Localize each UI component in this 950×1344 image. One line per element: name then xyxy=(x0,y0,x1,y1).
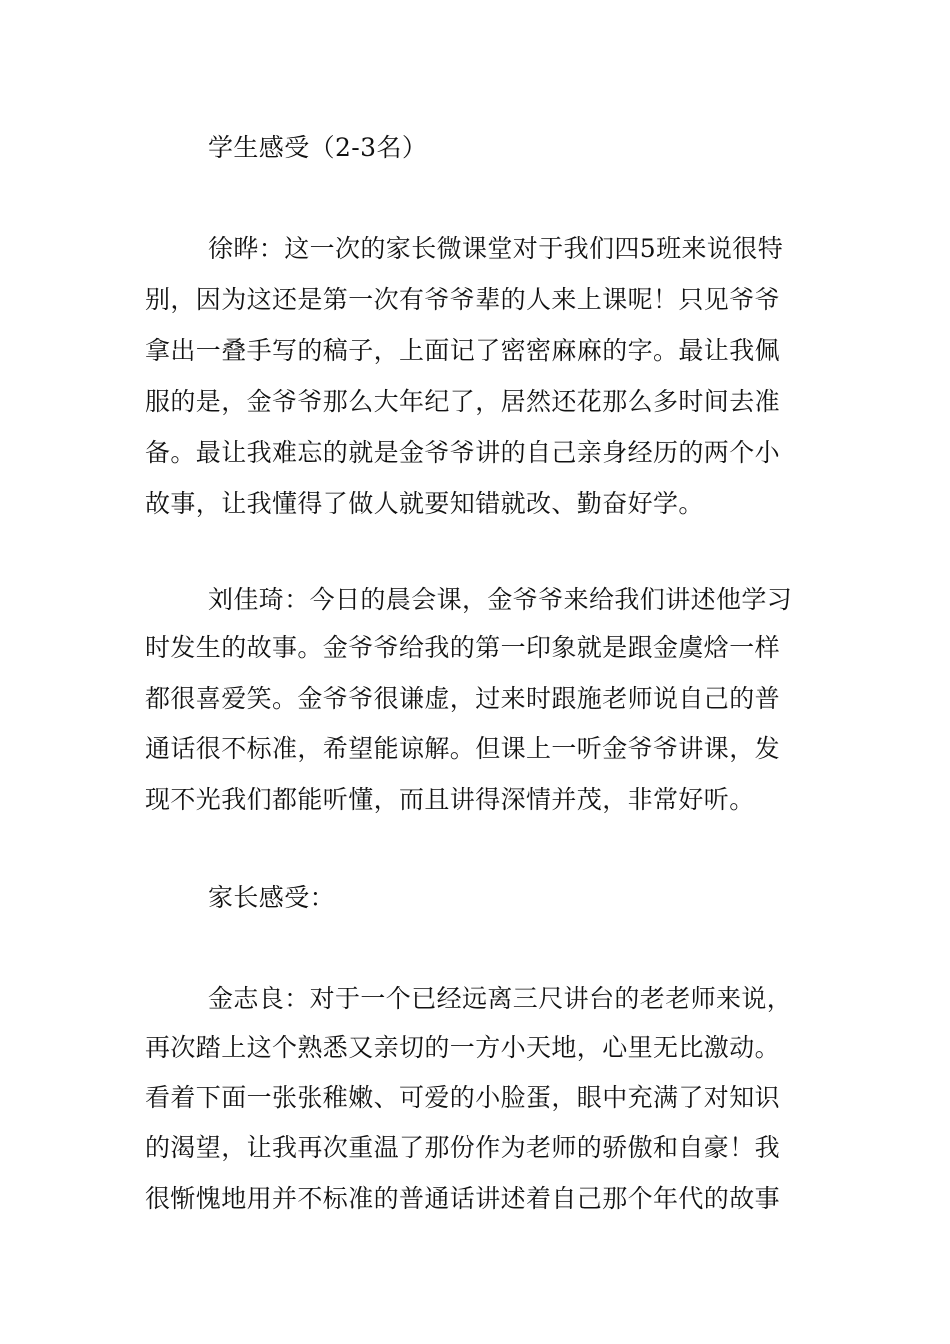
paragraph-line: 刘佳琦：今日的晨会课，金爷爷来给我们讲述他学习 xyxy=(208,585,793,614)
paragraph-line: 再次踏上这个熟悉又亲切的一方小天地，心里无比激动。 xyxy=(145,1033,781,1062)
paragraph-line: 服的是，金爷爷那么大年纪了，居然还花那么多时间去准 xyxy=(145,387,781,416)
paragraph-line: 时发生的故事。金爷爷给我的第一印象就是跟金虞焓一样 xyxy=(145,633,781,662)
paragraph-line: 别，因为这还是第一次有爷爷辈的人来上课呢！只见爷爷 xyxy=(145,285,781,314)
paragraph-line: 很惭愧地用并不标准的普通话讲述着自己那个年代的故事 xyxy=(145,1184,781,1213)
paragraph-line: 通话很不标准，希望能谅解。但课上一听金爷爷讲课，发 xyxy=(145,734,781,763)
paragraph-line: 的渴望，让我再次重温了那份作为老师的骄傲和自豪！我 xyxy=(145,1133,781,1162)
paragraph-line: 现不光我们都能听懂，而且讲得深情并茂，非常好听。 xyxy=(145,785,755,814)
paragraph-line: 拿出一叠手写的稿子，上面记了密密麻麻的字。最让我佩 xyxy=(145,336,781,365)
paragraph-line: 金志良：对于一个已经远离三尺讲台的老老师来说， xyxy=(208,984,793,1013)
parent-heading: 家长感受： xyxy=(208,883,336,912)
paragraph-line: 故事，让我懂得了做人就要知错就改、勤奋好学。 xyxy=(145,489,704,518)
paragraph-line: 都很喜爱笑。金爷爷很谦虚，过来时跟施老师说自己的普 xyxy=(145,684,781,713)
student-heading: 学生感受（2-3名） xyxy=(208,133,428,162)
paragraph-line: 徐晔：这一次的家长微课堂对于我们四5班来说很特 xyxy=(208,234,784,263)
paragraph-line: 备。最让我难忘的就是金爷爷讲的自己亲身经历的两个小 xyxy=(145,438,781,467)
paragraph-line: 看着下面一张张稚嫩、可爱的小脸蛋，眼中充满了对知识 xyxy=(145,1083,781,1112)
